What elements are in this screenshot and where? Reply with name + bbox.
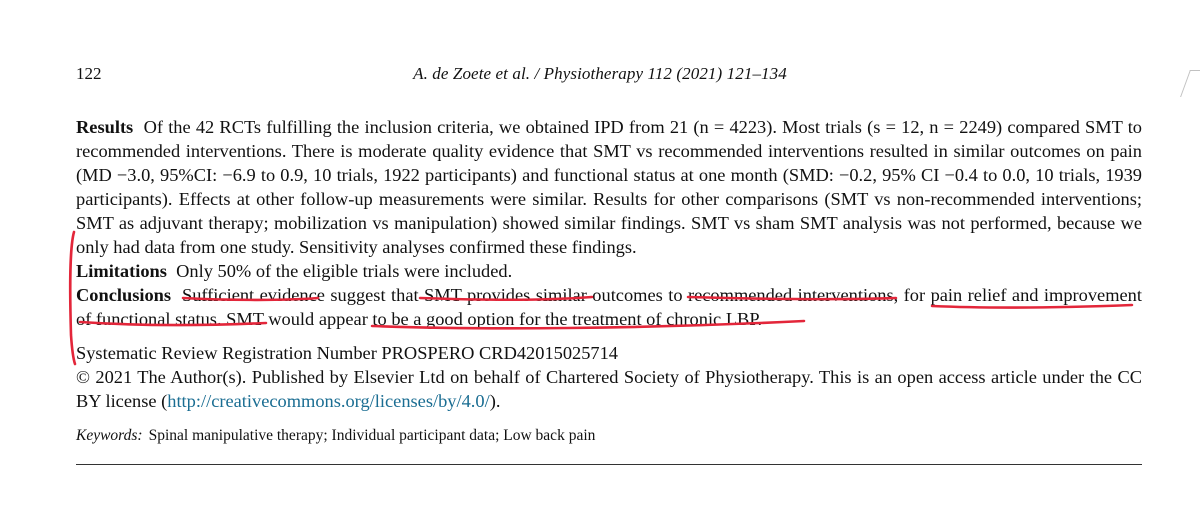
conclusions-paragraph — [76, 283, 1142, 331]
license-link[interactable]: http://creativecommons.org/licenses/by/4.0/ — [167, 391, 490, 411]
results-label: Results — [76, 117, 134, 137]
keywords-values: Spinal manipulative therapy; Individual participant data; Low back pain — [148, 427, 596, 444]
registration-line: Systematic Review Registration Number PROSPERO CRD42015025714 — [76, 343, 619, 363]
license-suffix: ). — [489, 391, 501, 411]
limitations-label: Limitations — [76, 261, 167, 281]
conclusions-text: Sufficient evidence suggest that SMT provides similar outcomes to recommended interventions, for pain relief and improvement of functional status. SMT would appear to be a good option for the treatment of chronic LBP. — [76, 285, 1142, 329]
keywords-label: Keywords: — [76, 427, 143, 444]
results-paragraph — [76, 115, 1142, 259]
conclusions-label: Conclusions — [76, 285, 172, 305]
license-line — [76, 365, 1142, 413]
margin-bracket-mark — [70, 232, 75, 364]
next-section-heading-cut — [76, 494, 82, 507]
abstract — [76, 115, 1142, 413]
page-number: 122 — [76, 64, 102, 83]
running-head: A. de Zoete et al. / Physiotherapy 112 (2021) 121–134 — [413, 64, 787, 83]
license-prefix: © 2021 The Author(s). Published by Elsevier Ltd on behalf of Chartered Society of Physiotherapy. This is an open access article under the CC BY license ( — [76, 367, 1142, 411]
limitations-paragraph — [76, 259, 1142, 283]
limitations-text: Only 50% of the eligible trials were included. — [176, 261, 513, 281]
keywords — [76, 427, 595, 445]
results-text: Of the 42 RCTs fulfilling the inclusion criteria, we obtained IPD from 21 (n = 4223). Most trials (s = 12, n = 2249) compared SMT to recommended interventions. There is moderate quality evidence that SMT vs recommended interventions resulted in similar outcomes on pain (MD −3.0, 95%CI: −6.9 to 0.9, 10 trials, 1922 participants) and functional status at one month (SMD: −0.2, 95% CI −0.4 to 0.0, 10 trials, 1939 participants). Effects at other follow-up measurements were similar. Results for other comparisons (SMT vs non-recommended interventions; SMT as adjuvant therapy; mobilization vs manipulation) showed similar findings. SMT vs sham SMT analysis was not performed, because we only had data from one study. Sensitivity analyses confirmed these findings. — [76, 117, 1142, 257]
section-divider — [76, 464, 1142, 465]
